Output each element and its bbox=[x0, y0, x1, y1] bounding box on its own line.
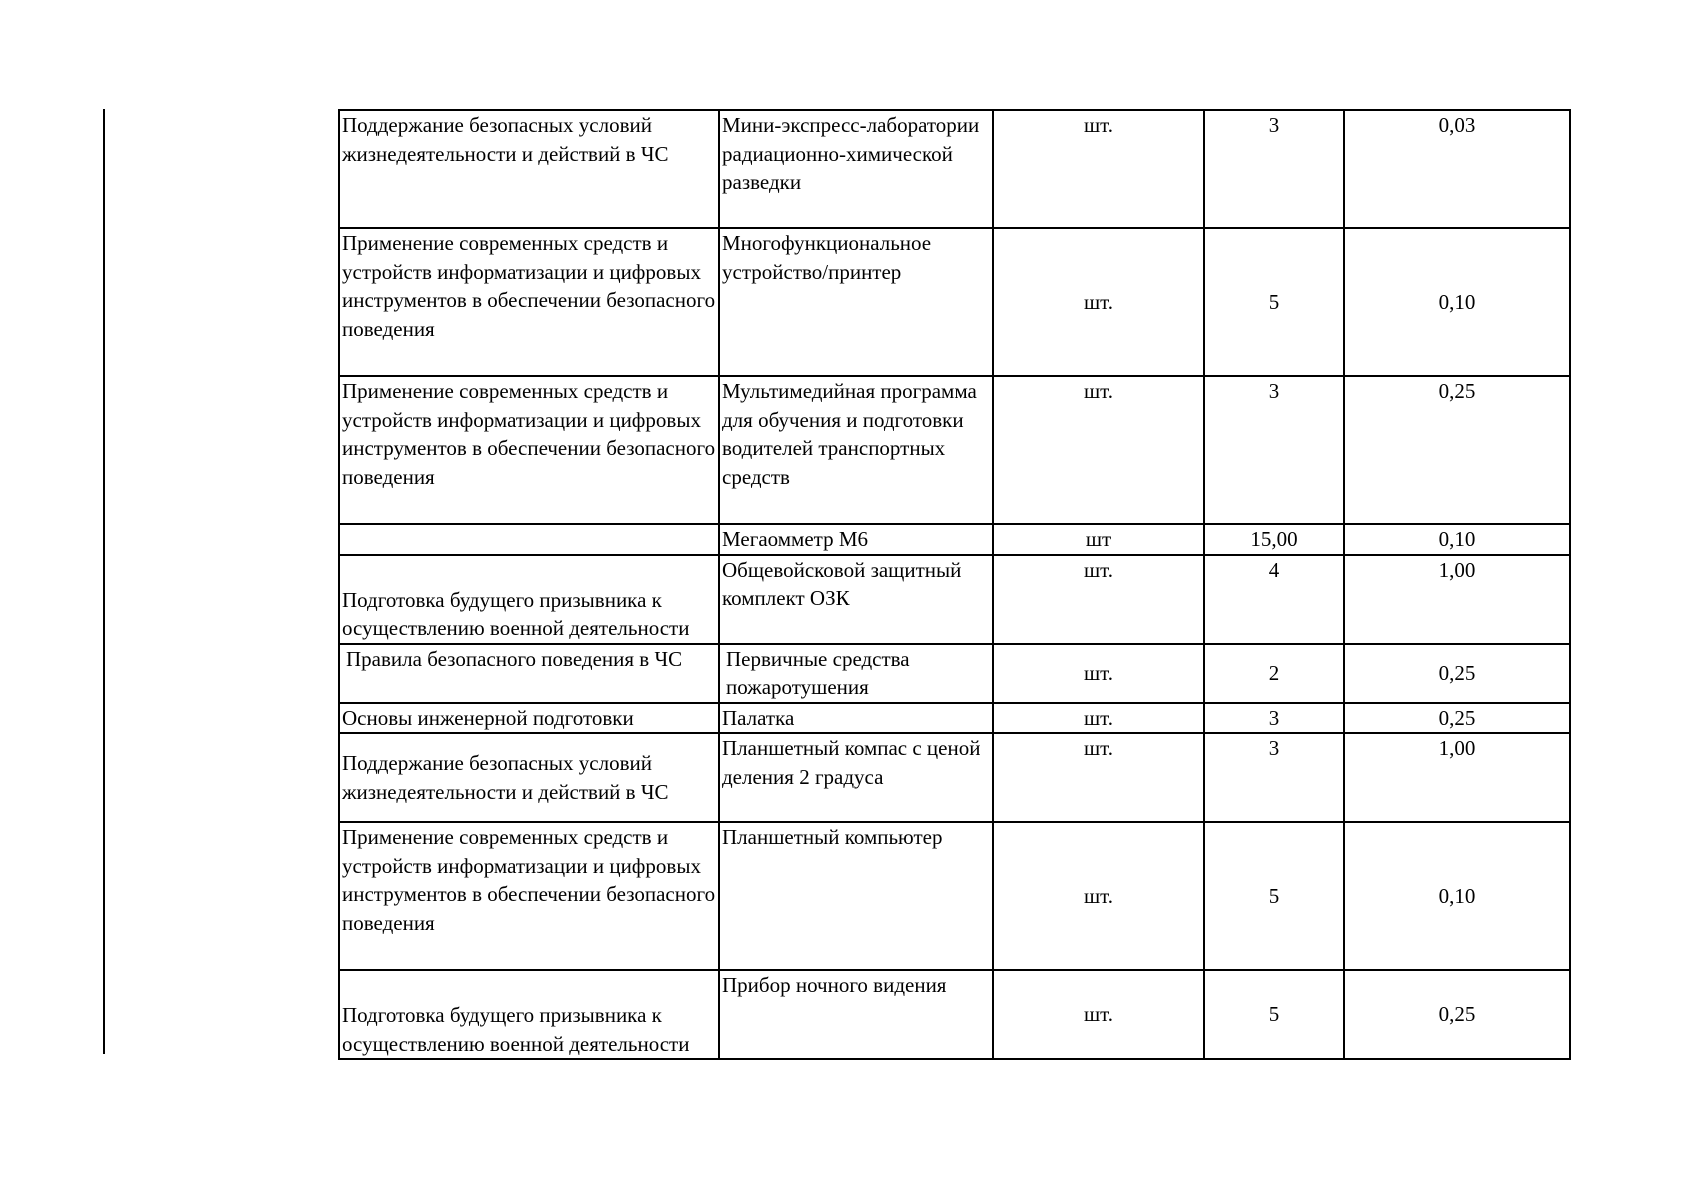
norm-cell: 1,00 bbox=[1344, 555, 1570, 644]
topic-cell: Поддержание безопасных условий жизнедеятельности и действий в ЧС bbox=[339, 110, 719, 228]
quantity-cell: 5 bbox=[1204, 970, 1344, 1059]
equipment-table bbox=[338, 109, 1571, 1060]
table-row bbox=[339, 555, 1570, 644]
topic-cell: Поддержание безопасных условий жизнедеятельности и действий в ЧС bbox=[339, 733, 719, 822]
topic-cell: Подготовка будущего призывника к осуществлению военной деятельности bbox=[339, 555, 719, 644]
table-row bbox=[339, 524, 1570, 555]
unit-cell: шт bbox=[993, 524, 1204, 555]
table-row bbox=[339, 228, 1570, 376]
norm-cell: 0,10 bbox=[1344, 822, 1570, 970]
topic-cell: Применение современных средств и устройств информатизации и цифровых инструментов в обеспечении безопасного поведения bbox=[339, 376, 719, 524]
unit-cell: шт. bbox=[993, 555, 1204, 644]
item-cell: Прибор ночного видения bbox=[719, 970, 993, 1059]
norm-cell: 0,25 bbox=[1344, 376, 1570, 524]
table-row bbox=[339, 970, 1570, 1059]
topic-cell: Подготовка будущего призывника к осуществлению военной деятельности bbox=[339, 970, 719, 1059]
norm-cell: 0,03 bbox=[1344, 110, 1570, 228]
quantity-cell: 3 bbox=[1204, 703, 1344, 734]
unit-cell: шт. bbox=[993, 970, 1204, 1059]
norm-cell: 0,25 bbox=[1344, 644, 1570, 703]
table-row bbox=[339, 703, 1570, 734]
norm-cell: 0,10 bbox=[1344, 524, 1570, 555]
item-cell: Мультимедийная программа для обучения и подготовки водителей транспортных средств bbox=[719, 376, 993, 524]
unit-cell: шт. bbox=[993, 703, 1204, 734]
item-cell: Планшетный компас с ценой деления 2 градуса bbox=[719, 733, 993, 822]
topic-cell: Правила безопасного поведения в ЧС bbox=[339, 644, 719, 703]
topic-cell bbox=[339, 524, 719, 555]
norm-cell: 0,25 bbox=[1344, 970, 1570, 1059]
norm-cell: 0,25 bbox=[1344, 703, 1570, 734]
unit-cell: шт. bbox=[993, 376, 1204, 524]
quantity-cell: 3 bbox=[1204, 376, 1344, 524]
topic-cell: Применение современных средств и устройств информатизации и цифровых инструментов в обеспечении безопасного поведения bbox=[339, 228, 719, 376]
item-cell: Многофункциональное устройство/принтер bbox=[719, 228, 993, 376]
norm-cell: 1,00 bbox=[1344, 733, 1570, 822]
unit-cell: шт. bbox=[993, 228, 1204, 376]
quantity-cell: 15,00 bbox=[1204, 524, 1344, 555]
margin-rule bbox=[103, 109, 105, 1054]
unit-cell: шт. bbox=[993, 733, 1204, 822]
quantity-cell: 3 bbox=[1204, 110, 1344, 228]
norm-cell: 0,10 bbox=[1344, 228, 1570, 376]
item-cell: Планшетный компьютер bbox=[719, 822, 993, 970]
quantity-cell: 2 bbox=[1204, 644, 1344, 703]
topic-cell: Основы инженерной подготовки bbox=[339, 703, 719, 734]
table-row bbox=[339, 110, 1570, 228]
item-cell: Мини-экспресс-лаборатории радиационно-химической разведки bbox=[719, 110, 993, 228]
unit-cell: шт. bbox=[993, 822, 1204, 970]
unit-cell: шт. bbox=[993, 644, 1204, 703]
table-row bbox=[339, 733, 1570, 822]
quantity-cell: 5 bbox=[1204, 228, 1344, 376]
item-cell: Первичные средства пожаротушения bbox=[719, 644, 993, 703]
unit-cell: шт. bbox=[993, 110, 1204, 228]
table-row bbox=[339, 376, 1570, 524]
quantity-cell: 5 bbox=[1204, 822, 1344, 970]
quantity-cell: 3 bbox=[1204, 733, 1344, 822]
topic-cell: Применение современных средств и устройств информатизации и цифровых инструментов в обеспечении безопасного поведения bbox=[339, 822, 719, 970]
item-cell: Мегаомметр М6 bbox=[719, 524, 993, 555]
item-cell: Палатка bbox=[719, 703, 993, 734]
table-row bbox=[339, 822, 1570, 970]
quantity-cell: 4 bbox=[1204, 555, 1344, 644]
item-cell: Общевойсковой защитный комплект ОЗК bbox=[719, 555, 993, 644]
table-row bbox=[339, 644, 1570, 703]
